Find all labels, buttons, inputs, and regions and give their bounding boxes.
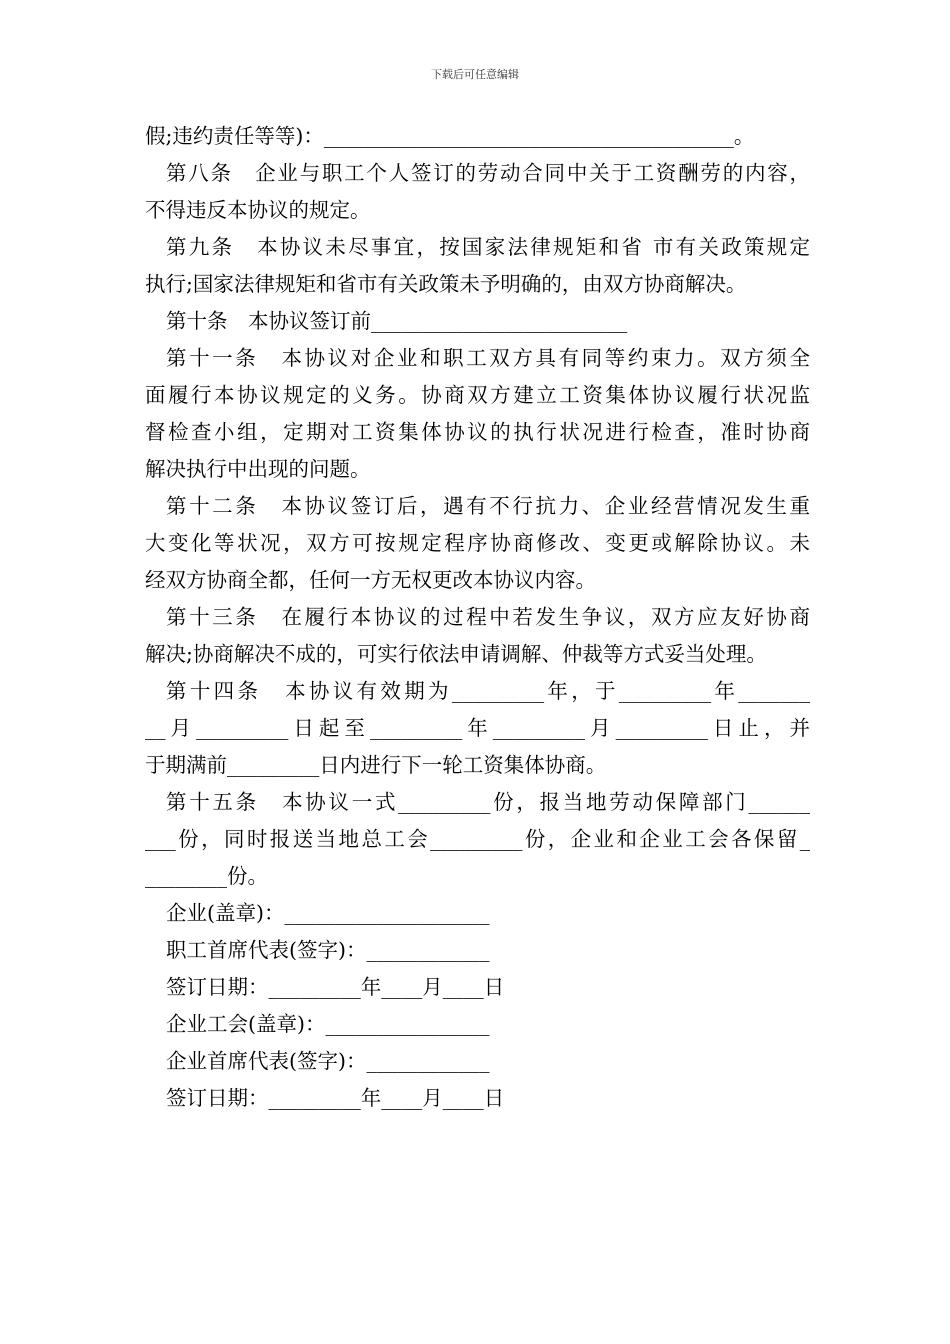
signature-worker-representative: 职工首席代表(签字)：____________	[166, 938, 490, 962]
article-8-line-2: 不得违反本协议的规定。	[145, 198, 371, 222]
page-header: 下载后可任意编辑	[431, 68, 519, 81]
text-line: 假;违约责任等等)：________________________________________。	[145, 124, 755, 148]
article-11-line-2: 面履行本协议规定的义务。协商双方建立工资集体协议履行状况监	[145, 383, 810, 407]
signature-union-seal: 企业工会(盖章)：________________	[166, 1012, 490, 1036]
article-8-line-1: 第八条 企业与职工个人签订的劳动合同中关于工资酬劳的内容，	[166, 161, 810, 185]
article-10-line-1: 第十条 本协议签订前_________________________	[166, 309, 628, 333]
article-14-line-3: 于期满前_________日内进行下一轮工资集体协商。	[145, 753, 607, 777]
article-9-line-1: 第九条 本协议未尽事宜，按国家法律规矩和省 市有关政策规定	[166, 235, 810, 259]
article-12-line-3: 经双方协商全都，任何一方无权更改本协议内容。	[145, 568, 596, 592]
article-11-line-1: 第十一条 本协议对企业和职工双方具有同等约束力。双方须全	[166, 346, 810, 370]
article-15-line-1: 第十五条 本协议一式_________份，报当地劳动保障部门______	[166, 790, 810, 814]
signature-enterprise-representative: 企业首席代表(签字)：____________	[166, 1049, 490, 1073]
document-body	[145, 118, 810, 1117]
signature-date-1: 签订日期：_________年____月____日	[166, 975, 505, 999]
article-11-line-4: 解决执行中出现的问题。	[145, 457, 371, 481]
signature-enterprise-seal: 企业(盖章)：____________________	[166, 901, 490, 925]
article-13-line-1: 第十三条 在履行本协议的过程中若发生争议，双方应友好协商	[166, 605, 810, 629]
article-11-line-3: 督检查小组，定期对工资集体协议的执行状况进行检查，准时协商	[145, 420, 810, 444]
article-14-line-1: 第十四条 本协议有效期为_________年，于_________年_______	[166, 679, 810, 703]
article-14-line-2: __月_________日起至_________年_________月_________日止，并	[145, 716, 810, 740]
article-12-line-1: 第十二条 本协议签订后，遇有不行抗力、企业经营情况发生重	[166, 494, 810, 518]
article-12-line-2: 大变化等状况，双方可按规定程序协商修改、变更或解除协议。未	[145, 531, 810, 555]
signature-date-2: 签订日期：_________年____月____日	[166, 1086, 505, 1110]
article-15-line-3: ________份。	[145, 864, 268, 888]
article-9-line-2: 执行;国家法律规矩和省市有关政策未予明确的，由双方协商解决。	[145, 272, 747, 296]
article-15-line-2: ___份，同时报送当地总工会_________份，企业和企业工会各保留_	[145, 827, 810, 851]
article-13-line-2: 解决;协商解决不成的，可实行依法申请调解、仲裁等方式妥当处理。	[145, 642, 767, 666]
